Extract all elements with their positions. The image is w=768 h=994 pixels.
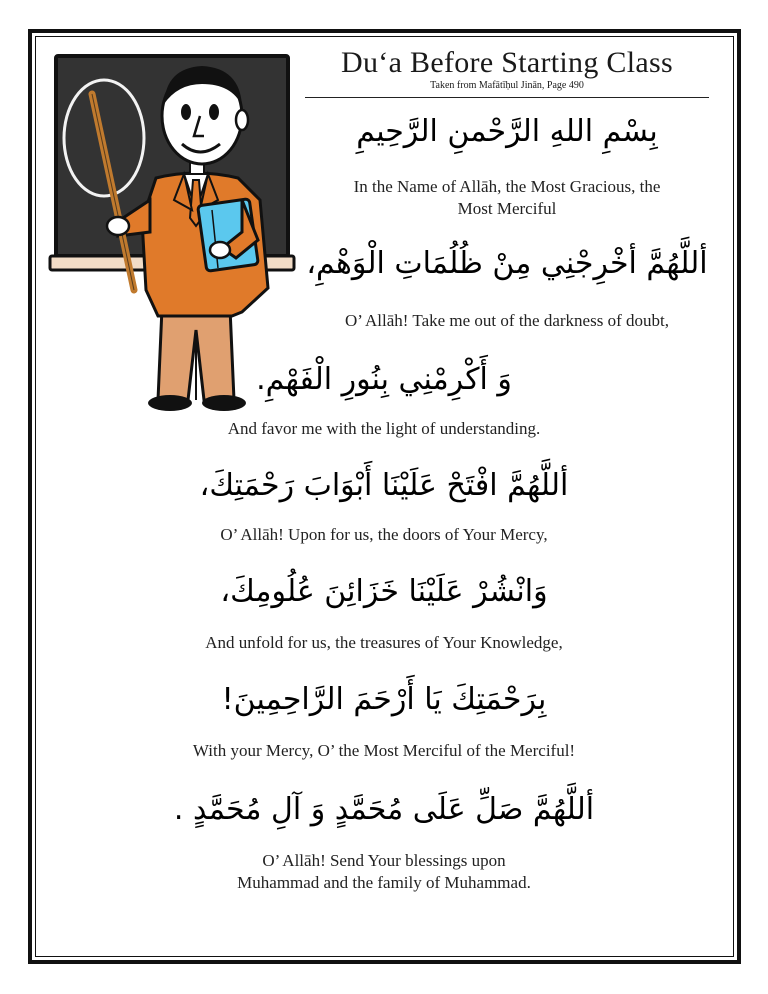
hand-left: [107, 217, 129, 235]
verse-7-arabic: أللَّهُمَّ صَلِّ عَلَى مُحَمَّدٍ وَ آلِ مُحَمَّدٍ .: [173, 792, 595, 827]
verse-1-arabic: بِسْمِ اللهِ الرَّحْمنِ الرَّحِيمِ: [356, 114, 658, 149]
verse-5-translation: And unfold for us, the treasures of Your Knowledge,: [205, 633, 563, 652]
hand-right: [210, 242, 230, 258]
title-divider: [305, 97, 709, 98]
header: [305, 46, 709, 92]
verse-3-arabic: وَ أَكْرِمْنِي بِنُورِ الْفَهْمِ.: [256, 362, 512, 397]
page-subtitle: Taken from Mafātīḥul Jinān, Page 490: [430, 80, 584, 91]
verse-7-translation: O’ Allāh! Send Your blessings upon Muhammad and the family of Muhammad.: [237, 851, 531, 892]
verse-1-translation: In the Name of Allāh, the Most Gracious, the Most Merciful: [353, 177, 661, 218]
verse-2-translation: O’ Allāh! Take me out of the darkness of doubt,: [345, 311, 669, 330]
verse-2-arabic: أللَّهُمَّ أخْرِجْنِي مِنْ ظُلُمَاتِ الْوَهْمِ،: [306, 246, 708, 281]
verse-5-arabic: وَانْشُرْ عَلَيْنَا خَزَائِنَ عُلُومِكَ،: [220, 574, 548, 609]
verse-4-arabic: أللَّهُمَّ افْتَحْ عَلَيْنَا أَبْوَابَ رَحْمَتِكَ،: [199, 468, 569, 503]
verse-3-translation: And favor me with the light of understanding.: [227, 419, 541, 438]
verse-6-translation: With your Mercy, O’ the Most Merciful of the Merciful!: [192, 741, 576, 760]
page-title: Du‘a Before Starting Class: [341, 46, 673, 79]
verse-6-arabic: بِرَحْمَتِكَ يَا أَرْحَمَ الرَّاحِمِينَ!: [221, 682, 547, 717]
verse-4-translation: O’ Allāh! Upon for us, the doors of Your Mercy,: [220, 525, 548, 544]
